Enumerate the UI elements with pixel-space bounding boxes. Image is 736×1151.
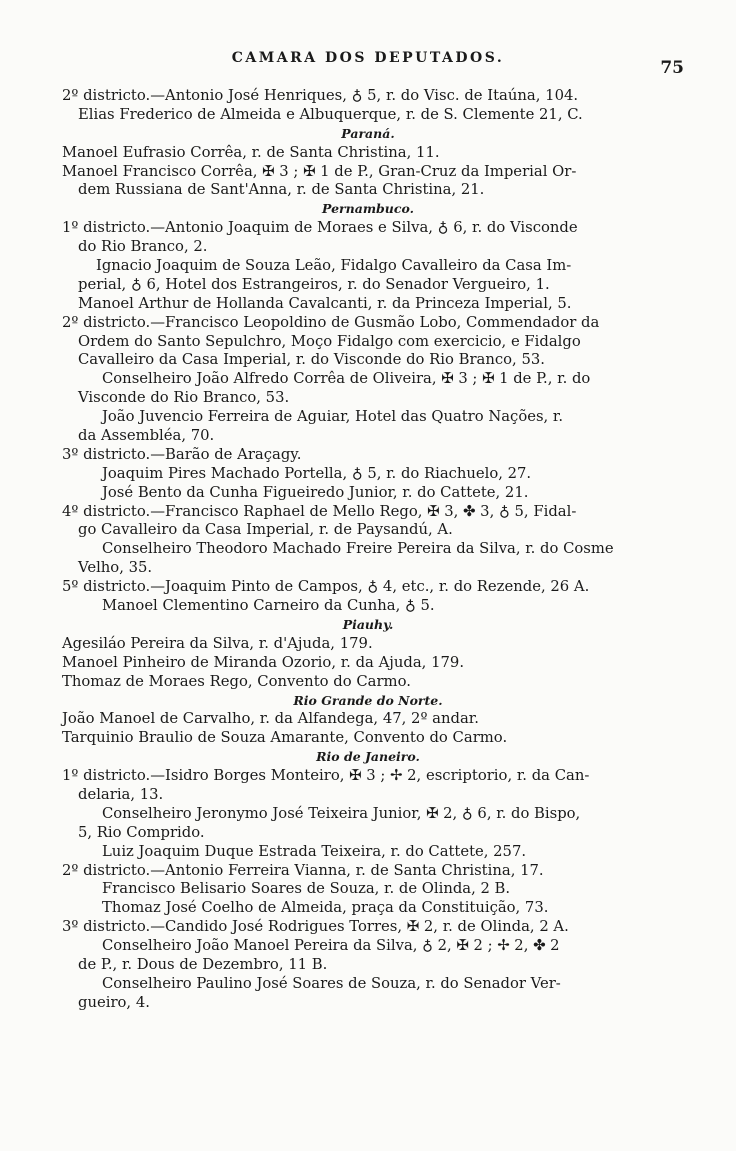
text-line: Thomaz José Coelho de Almeida, praça da Constituição, 73. bbox=[102, 899, 549, 917]
text-line: Conselheiro João Alfredo Corrêa de Oliveira, ✠ 3 ; ✠ 1 de P., r. do bbox=[102, 370, 591, 388]
text-line: gueiro, 4. bbox=[78, 993, 150, 1011]
text-line: do Rio Branco, 2. bbox=[78, 238, 208, 256]
text-line: Elias Frederico de Almeida e Albuquerque, r. de S. Clemente 21, C. bbox=[78, 105, 583, 123]
text-line: João Manoel de Carvalho, r. da Alfandega, 47, 2º andar. bbox=[62, 710, 479, 728]
section-heading: Rio de Janeiro. bbox=[316, 749, 420, 765]
text-line: 5, Rio Comprido. bbox=[78, 823, 205, 841]
text-line: José Bento da Cunha Figueiredo Junior, r. do Cattete, 21. bbox=[102, 483, 529, 501]
text-line: 3º districto.—Barão de Araçagy. bbox=[62, 445, 302, 463]
section-heading: Paraná. bbox=[341, 125, 395, 141]
running-title: CAMARA DOS DEPUTADOS. bbox=[231, 50, 505, 66]
text-line: 3º districto.—Candido José Rodrigues Torres, ✠ 2, r. de Olinda, 2 A. bbox=[62, 918, 569, 936]
text-line: delaria, 13. bbox=[78, 785, 164, 803]
text-line: Tarquinio Braulio de Souza Amarante, Convento do Carmo. bbox=[62, 729, 508, 747]
text-line: Ordem do Santo Sepulchro, Moço Fidalgo com exercicio, e Fidalgo bbox=[78, 332, 581, 350]
text-line: 2º districto.—Antonio Ferreira Vianna, r. de Santa Christina, 17. bbox=[62, 861, 544, 879]
text-line: dem Russiana de Sant'Anna, r. de Santa Christina, 21. bbox=[78, 181, 485, 199]
section-heading: Piauhy. bbox=[342, 616, 394, 632]
text-line: Joaquim Pires Machado Portella, ♁ 5, r. do Riachuelo, 27. bbox=[102, 464, 532, 482]
text-line: Conselheiro João Manoel Pereira da Silva, ♁ 2, ✠ 2 ; ✢ 2, ✤ 2 bbox=[102, 937, 560, 955]
text-line: Conselheiro Theodoro Machado Freire Pereira da Silva, r. do Cosme bbox=[102, 540, 614, 558]
text-line: 2º districto.—Antonio José Henriques, ♁ 5, r. do Visc. de Itaúna, 104. bbox=[62, 87, 579, 104]
body-text bbox=[0, 87, 736, 1013]
text-line: 4º districto.—Francisco Raphael de Mello Rego, ✠ 3, ✤ 3, ♁ 5, Fidal- bbox=[62, 502, 577, 520]
text-line: perial, ♁ 6, Hotel dos Estrangeiros, r. do Senador Vergueiro, 1. bbox=[78, 275, 550, 293]
text-line: Francisco Belisario Soares de Souza, r. de Olinda, 2 B. bbox=[102, 880, 511, 898]
text-line: 2º districto.—Francisco Leopoldino de Gusmão Lobo, Commendador da bbox=[62, 313, 600, 331]
text-line: Manoel Arthur de Hollanda Cavalcanti, r. da Princeza Imperial, 5. bbox=[78, 294, 572, 312]
text-line: Velho, 35. bbox=[78, 559, 153, 577]
text-line: 1º districto.—Antonio Joaquim de Moraes e Silva, ♁ 6, r. do Visconde bbox=[62, 219, 578, 237]
text-line: Manoel Pinheiro de Miranda Ozorio, r. da Ajuda, 179. bbox=[62, 653, 465, 671]
text-line: Manoel Clementino Carneiro da Cunha, ♁ 5. bbox=[102, 597, 435, 615]
page-number: 75 bbox=[660, 58, 684, 78]
text-line: Conselheiro Jeronymo José Teixeira Junior, ✠ 2, ♁ 6, r. do Bispo, bbox=[102, 804, 581, 822]
text-line: de P., r. Dous de Dezembro, 11 B. bbox=[78, 955, 328, 973]
text-line: 1º districto.—Isidro Borges Monteiro, ✠ 3 ; ✢ 2, escriptorio, r. da Can- bbox=[62, 767, 590, 785]
section-heading: Rio Grande do Norte. bbox=[293, 692, 443, 708]
text-line: da Assembléa, 70. bbox=[78, 427, 215, 445]
text-line: go Cavalleiro da Casa Imperial, r. de Paysandú, A. bbox=[78, 521, 453, 539]
text-line: Visconde do Rio Branco, 53. bbox=[78, 389, 290, 407]
text-line: Manoel Francisco Corrêa, ✠ 3 ; ✠ 1 de P., Gran-Cruz da Imperial Or- bbox=[62, 162, 577, 180]
text-line: Ignacio Joaquim de Souza Leão, Fidalgo Cavalleiro da Casa Im- bbox=[96, 257, 572, 275]
text-line: João Juvencio Ferreira de Aguiar, Hotel das Quatro Nações, r. bbox=[102, 408, 564, 426]
text-line: Conselheiro Paulino José Soares de Souza, r. do Senador Ver- bbox=[102, 974, 561, 992]
text-line: Thomaz de Moraes Rego, Convento do Carmo. bbox=[62, 672, 411, 690]
text-line: Luiz Joaquim Duque Estrada Teixeira, r. do Cattete, 257. bbox=[102, 842, 527, 860]
text-line: Agesiláo Pereira da Silva, r. d'Ajuda, 179. bbox=[62, 634, 373, 652]
text-line: 5º districto.—Joaquim Pinto de Campos, ♁ 4, etc., r. do Rezende, 26 A. bbox=[62, 578, 590, 596]
text-line: Manoel Eufrasio Corrêa, r. de Santa Christina, 11. bbox=[62, 143, 440, 161]
text-line: Cavalleiro da Casa Imperial, r. do Visconde do Rio Branco, 53. bbox=[78, 351, 545, 369]
section-heading: Pernambuco. bbox=[322, 201, 414, 217]
